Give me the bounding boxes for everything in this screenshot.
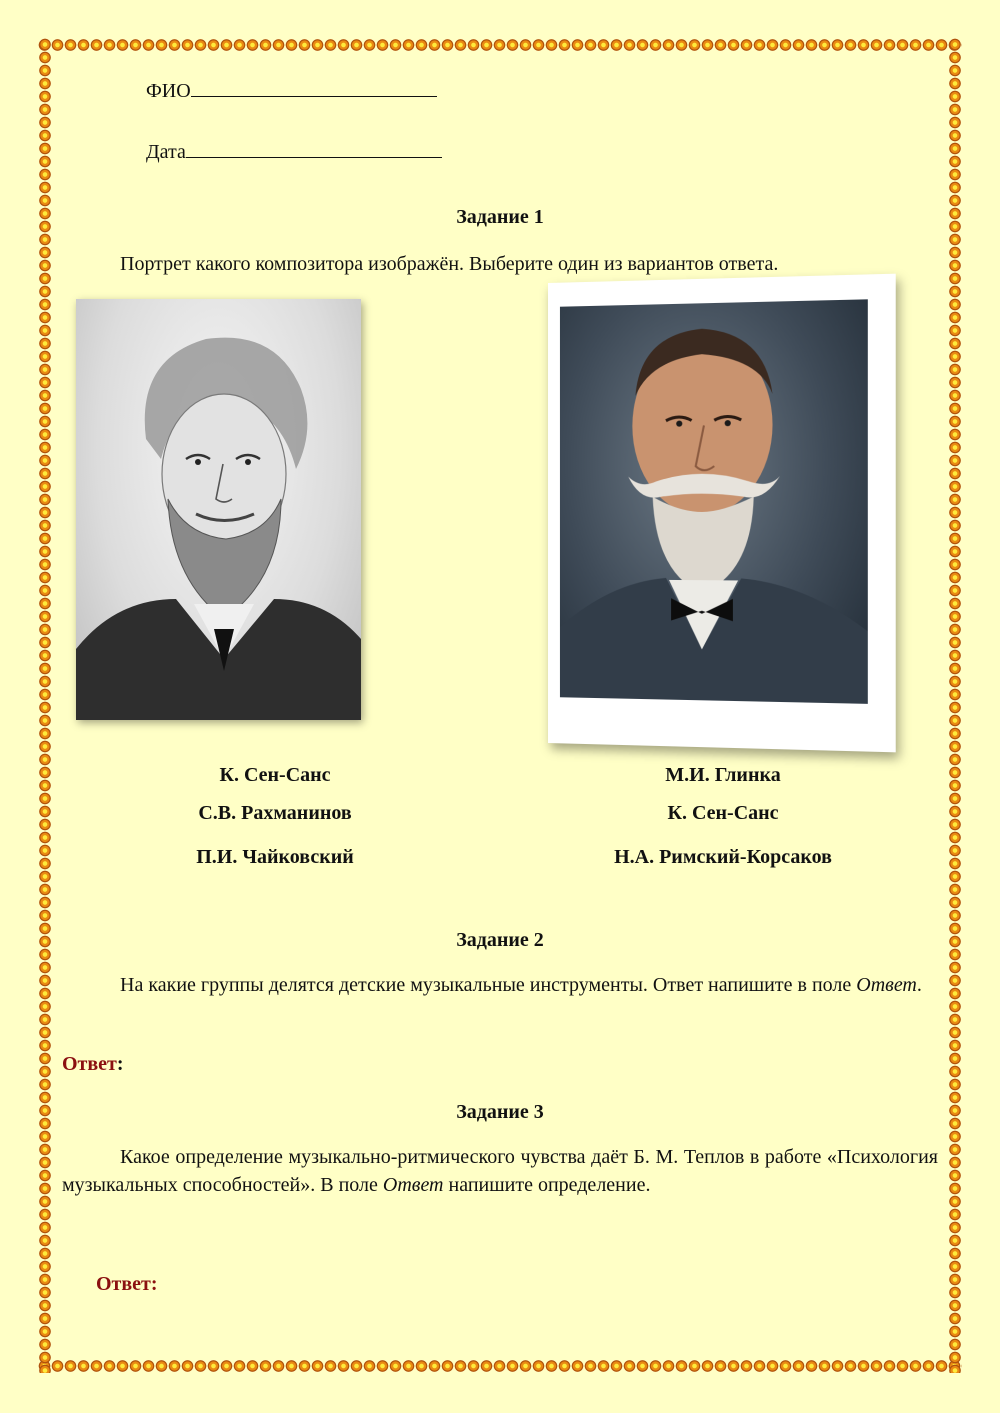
flower-border-right bbox=[948, 38, 962, 1373]
portrait-painting bbox=[560, 299, 868, 704]
portrait-drawing-illustration bbox=[76, 299, 361, 720]
portrait-painting-frame bbox=[548, 274, 896, 753]
task1-option-left-2[interactable]: С.В. Рахманинов bbox=[198, 802, 352, 824]
portrait-painting-illustration bbox=[560, 299, 868, 704]
date-field bbox=[146, 139, 442, 164]
fio-label: ФИО bbox=[146, 80, 191, 102]
task2-question-text: На какие группы делятся детские музыкальные инструменты. Ответ напишите в поле bbox=[120, 974, 857, 996]
task3-question-italic: Ответ bbox=[382, 1174, 444, 1196]
flower-border-left bbox=[38, 38, 52, 1373]
fio-blank-line[interactable] bbox=[191, 78, 437, 97]
task1-question: Портрет какого композитора изображён. Выберите один из вариантов ответа. bbox=[120, 253, 779, 275]
task1-option-right-1[interactable]: М.И. Глинка bbox=[665, 764, 781, 786]
portrait-drawing bbox=[76, 299, 361, 720]
task2-answer-label[interactable] bbox=[62, 1053, 124, 1076]
date-label: Дата bbox=[146, 141, 186, 163]
task2-question-end: . bbox=[916, 974, 922, 996]
task2-answer-word: Ответ bbox=[62, 1053, 117, 1075]
task2-question bbox=[62, 971, 938, 999]
task1-option-left-1[interactable]: К. Сен-Санс bbox=[219, 764, 331, 786]
task3-title: Задание 3 bbox=[456, 1101, 544, 1123]
task3-question bbox=[62, 1143, 938, 1199]
fio-field bbox=[146, 78, 437, 103]
date-blank-line[interactable] bbox=[186, 139, 442, 158]
flower-border-bottom bbox=[38, 1359, 962, 1373]
task2-answer-colon: : bbox=[116, 1053, 124, 1075]
flower-border-top bbox=[38, 38, 962, 52]
task3-answer-label[interactable]: Ответ: bbox=[96, 1273, 158, 1295]
task1-option-left-3[interactable]: П.И. Чайковский bbox=[196, 846, 354, 868]
task1-option-right-3[interactable]: Н.А. Римский-Корсаков bbox=[614, 846, 832, 868]
task2-question-italic: Ответ bbox=[856, 974, 917, 996]
task1-option-right-2[interactable]: К. Сен-Санс bbox=[667, 802, 779, 824]
task1-title: Задание 1 bbox=[456, 206, 544, 228]
task2-title: Задание 2 bbox=[456, 929, 544, 951]
task3-question-text: Какое определение музыкально-ритмического чувства даёт Б. М. Теплов в работе «Психология музыкальных способностей». В поле bbox=[62, 1146, 938, 1196]
task3-question-end: напишите определение. bbox=[443, 1174, 651, 1196]
